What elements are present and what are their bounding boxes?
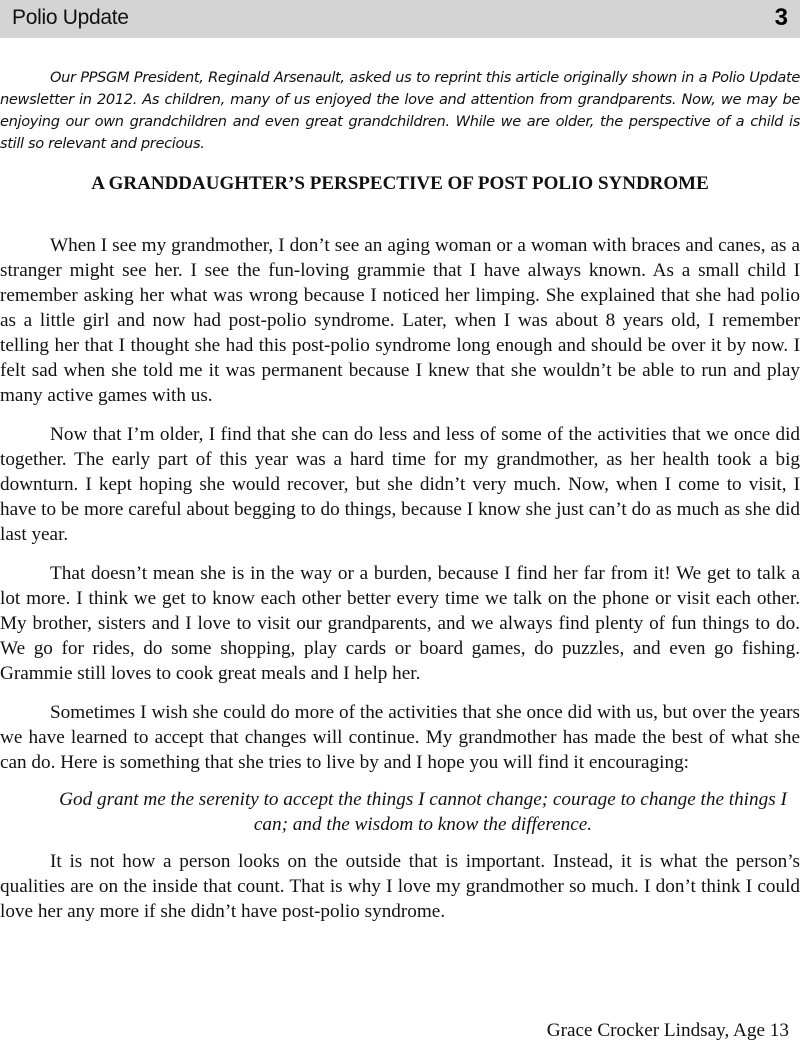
author-signature: Grace Crocker Lindsay, Age 13 — [546, 1020, 789, 1041]
editor-intro-note: Our PPSGM President, Reginald Arsenault, asked us to reprint this article originally shown in a Polio Update newsletter in 2012. As children, many of us enjoyed the love and attention from grandparents. Now, we may be enjoying our own grandchildren and even great grandchildren. While we are older, the perspective of a child is still so relevant and precious. — [0, 69, 800, 152]
article-paragraph: That doesn’t mean she is in the way or a burden, because I find her far from it! We get to talk a lot more. I think we get to know each other better every time we talk on the phone or visit each other. My brother, sisters and I love to visit our grandparents, and we always find plenty of fun things to do. We go for rides, do some shopping, play cards or board games, do puzzles, and even go fishing. Grammie still loves to cook great meals and I help her. — [0, 563, 800, 684]
article-title: A GRANDDAUGHTER’S PERSPECTIVE OF POST POLIO SYNDROME — [91, 173, 709, 194]
serenity-prayer-quote: God grant me the serenity to accept the things I cannot change; courage to change the things I can; and the wisdom to know the difference. — [59, 789, 787, 835]
newsletter-header-bar — [0, 0, 800, 38]
newsletter-title: Polio Update — [12, 6, 129, 29]
article-paragraph: When I see my grandmother, I don’t see an aging woman or a woman with braces and canes, as a stranger might see her. I see the fun-loving grammie that I have always known. As a small child I remember asking her what was wrong because I noticed her limping. She explained that she had polio as a little girl and now had post-polio syndrome. Later, when I was about 8 years old, I remember telling her that I thought she had this post-polio syndrome long enough and should be over it by now. I felt sad when she told me it was permanent because I knew that she wouldn’t be able to run and play many active games with us. — [0, 235, 800, 406]
article-closing-paragraph: It is not how a person looks on the outside that is important. Instead, it is what the person’s qualities are on the inside that count. That is why I love my grandmother so much. I don’t think I could love her any more if she didn’t have post-polio syndrome. — [0, 851, 800, 922]
page-number: 3 — [774, 4, 788, 31]
article-body — [0, 233, 800, 938]
article-paragraph: Sometimes I wish she could do more of the activities that she once did with us, but over the years we have learned to accept that changes will continue. My grandmother has made the best of what she can do. Here is something that she tries to live by and I hope you will find it encouraging: — [0, 702, 800, 773]
article-paragraph: Now that I’m older, I find that she can do less and less of some of the activities that we once did together. The early part of this year was a hard time for my grandmother, as her health took a big downturn. I kept hoping she would recover, but she didn’t very much. Now, when I come to visit, I have to be more careful about begging to do things, because I know she just can’t do as much as she did last year. — [0, 424, 800, 545]
